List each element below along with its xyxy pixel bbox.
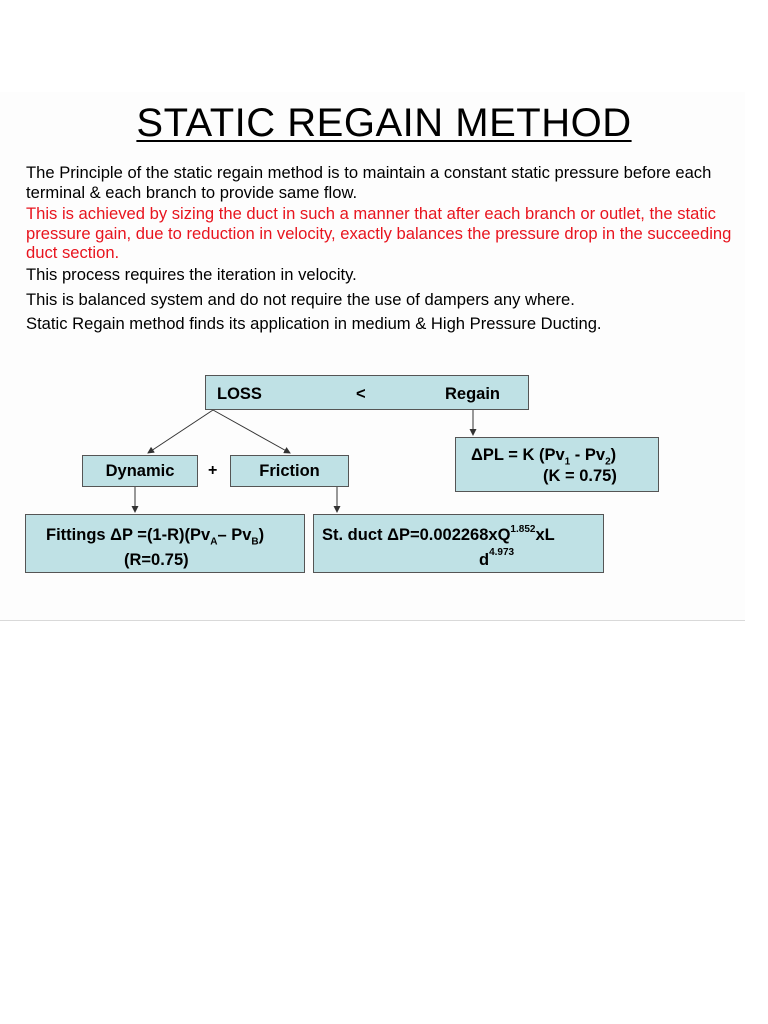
st-duct-formula: St. duct $\Delta P=0.002268xQ^{1.852}xL$ [322, 524, 555, 544]
friction-box: Friction [230, 455, 349, 487]
loss-regain-box [205, 375, 529, 410]
dpl-formula: ΔPL = K $(Pv_1 - Pv_2)$ [471, 446, 617, 468]
k-value: (K = 0.75) [543, 467, 617, 485]
loss-label: LOSS [217, 385, 262, 403]
less-than-sign: < [356, 385, 366, 403]
r-value: (R=0.75) [124, 551, 189, 569]
plus-sign: + [208, 462, 218, 479]
application-text: Static Regain method finds its application in medium & High Pressure Ducting. [26, 314, 602, 333]
dpl-formula-box [455, 437, 659, 492]
connector-loss-to-friction [213, 410, 290, 453]
st-duct-formula-box [313, 514, 604, 573]
sizing-text: This is achieved by sizing the duct in such a manner that after each branch or outlet, the static pressure gain, due to reduction in velocity, exactly balances the pressure drop in the succeeding duct section. [26, 204, 732, 262]
regain-label: Regain [445, 385, 501, 403]
st-duct-denominator: $d^{4.973}$ [479, 547, 515, 569]
balanced-system-text: This is balanced system and do not require the use of dampers any where. [26, 290, 575, 309]
slide-title: STATIC REGAIN METHOD [136, 101, 632, 145]
connector-loss-to-dynamic [148, 410, 213, 453]
principle-text: The Principle of the static regain method is to maintain a constant static pressure before each terminal & each branch to provide same flow. [26, 163, 712, 202]
fittings-formula-box [25, 514, 305, 573]
fittings-formula: Fittings $\Delta P =(1-R)(Pv_A-$ $Pv_B$) [46, 526, 265, 548]
dynamic-box: Dynamic [82, 455, 198, 487]
iteration-text: This process requires the iteration in velocity. [26, 265, 357, 284]
